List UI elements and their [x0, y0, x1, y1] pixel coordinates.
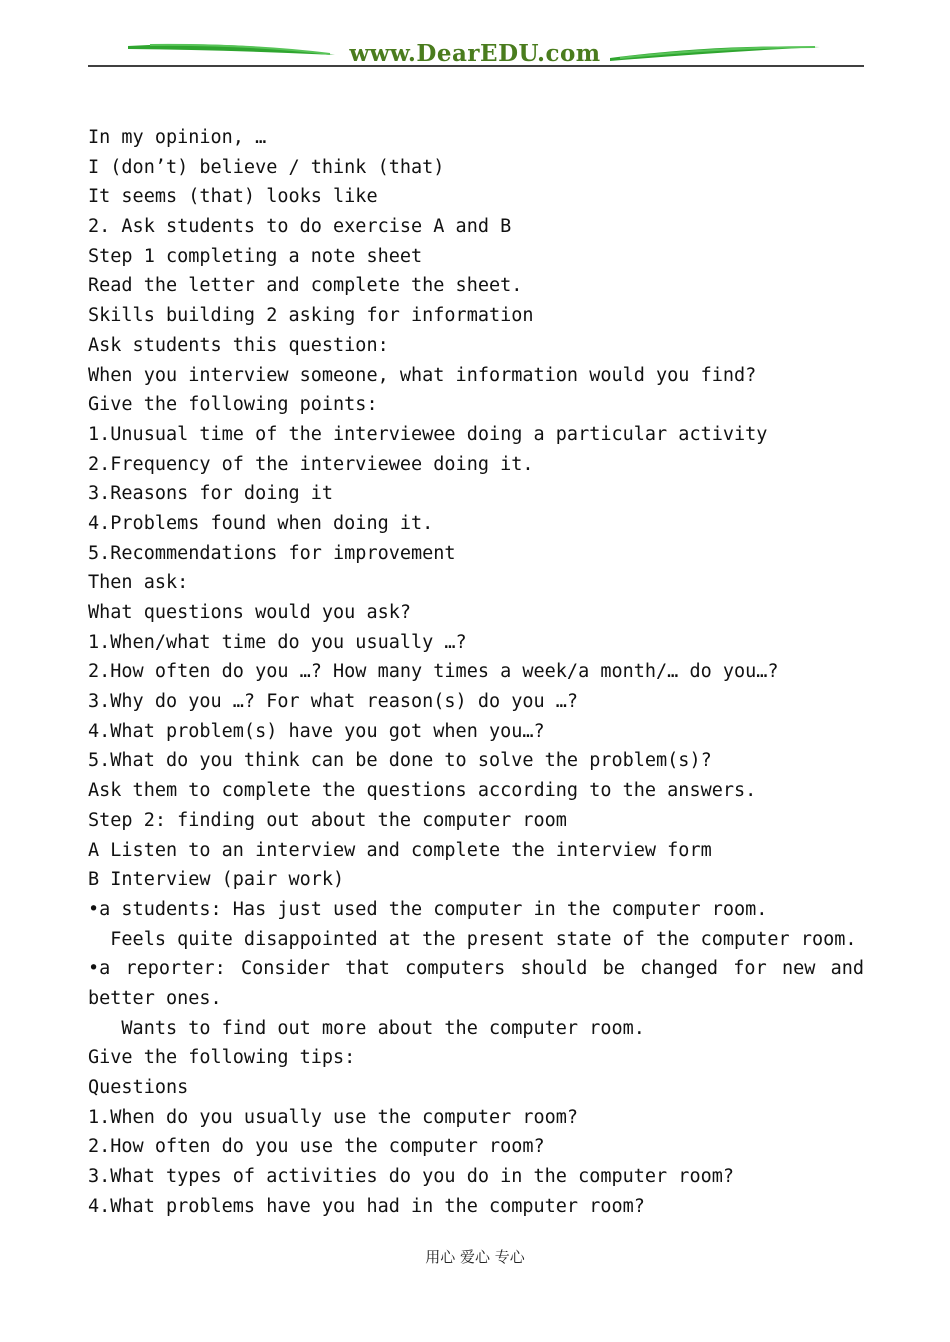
text-line: It seems (that) looks like: [88, 186, 378, 208]
document-body: [88, 123, 864, 1221]
text-line: Ask them to complete the questions according to the answers.: [88, 780, 757, 802]
text-line: Give the following tips:: [88, 1047, 356, 1069]
text-line: Questions: [88, 1077, 189, 1098]
text-line: 1.When/what time do you usually …?: [88, 631, 467, 653]
text-line: 2.Frequency of the interviewee doing it.: [88, 453, 534, 475]
text-line: Read the letter and complete the sheet.: [88, 275, 523, 297]
text-line: 2.How often do you use the computer room?: [88, 1136, 545, 1158]
site-logo-text: www.DearEDU.com: [349, 40, 601, 67]
text-line: 3.Reasons for doing it: [88, 483, 334, 505]
text-line: B Interview (pair work): [88, 869, 345, 891]
text-line: Then ask:: [88, 572, 189, 594]
text-line: Step 2: finding out about the computer room: [88, 809, 567, 831]
text-line: better ones.: [88, 987, 222, 1009]
page-header: [0, 0, 950, 80]
text-line: 1.When do you usually use the computer room?: [88, 1106, 579, 1128]
text-line: In my opinion, …: [88, 127, 267, 148]
text-line: Ask students this question:: [88, 334, 389, 356]
page-footer: 用心 爱心 专心: [425, 1248, 525, 1266]
text-line: Step 1 completing a note sheet: [88, 245, 423, 267]
text-line: 5.What do you think can be done to solve the problem(s)?: [88, 750, 712, 772]
text-line: I (don’t) believe / think (that): [88, 156, 445, 178]
text-line: •a students: Has just used the computer in the computer room.: [88, 898, 768, 920]
text-line: Feels quite disappointed at the present state of the computer room.: [88, 928, 857, 950]
text-line: What questions would you ask?: [88, 602, 412, 623]
text-line: 1.Unusual time of the interviewee doing a particular activity: [88, 423, 768, 445]
text-line: A Listen to an interview and complete the interview form: [88, 839, 712, 861]
text-line: 3.What types of activities do you do in the computer room?: [88, 1166, 735, 1188]
text-line: 4.What problems have you had in the computer room?: [88, 1195, 645, 1217]
text-line: Wants to find out more about the computer room.: [88, 1017, 645, 1039]
text-line: 2.How often do you …? How many times a week/a month/… do you…?: [88, 661, 779, 683]
text-line: 4.What problem(s) have you got when you…?: [88, 720, 545, 742]
text-line: 5.Recommendations for improvement: [88, 542, 456, 564]
text-line: 2. Ask students to do exercise A and B: [88, 216, 512, 238]
text-line: Skills building 2 asking for information: [88, 305, 534, 327]
text-line: Give the following points:: [88, 394, 378, 416]
text-line: 4.Problems found when doing it.: [88, 512, 434, 534]
text-line-justified: •a reporter: Consider that computers should be changed for new and: [88, 958, 864, 980]
text-line: When you interview someone, what information would you find?: [88, 364, 757, 386]
text-line: 3.Why do you …? For what reason(s) do you …?: [88, 691, 579, 713]
